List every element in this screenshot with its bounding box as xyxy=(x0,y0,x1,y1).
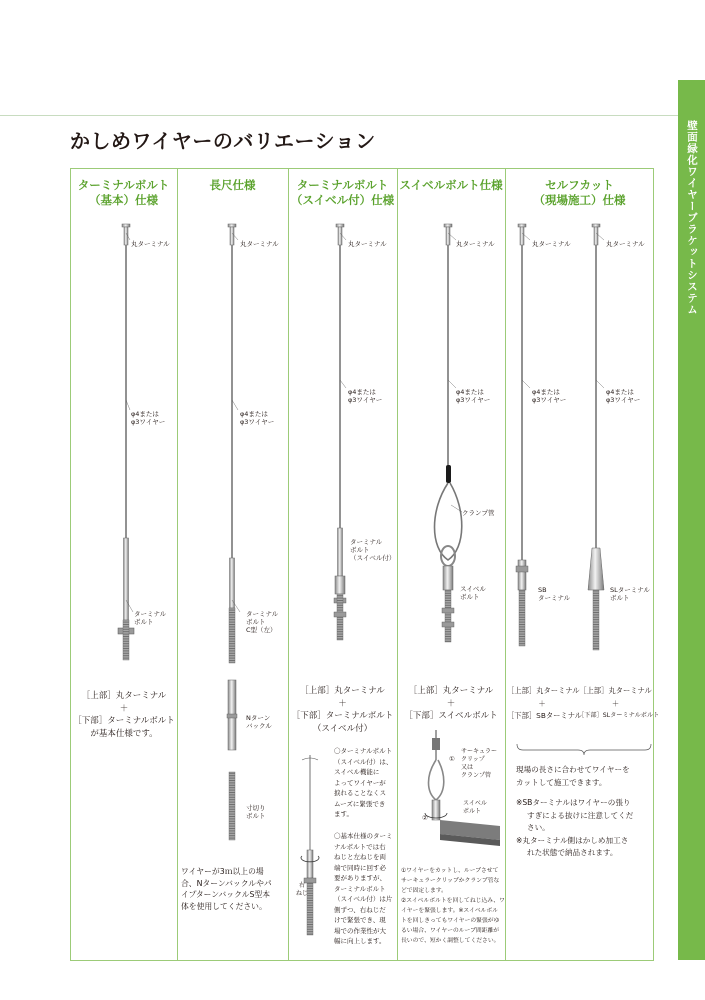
note-swivel-function xyxy=(334,746,392,820)
note-line: けで緊張でき、現 xyxy=(334,916,386,924)
label-line: φ4または xyxy=(456,388,484,396)
label-line: φ3ワイヤー xyxy=(456,396,491,404)
label-wire xyxy=(131,410,165,426)
note-self-cut xyxy=(516,764,633,860)
label-wire xyxy=(348,388,382,404)
sl-terminal-assembly xyxy=(588,224,604,650)
label-swivel-bolt-detail xyxy=(463,800,487,816)
note-line: 側ずつ、右ねじだ xyxy=(334,905,386,914)
caption-line: ［上部］丸ターミナル xyxy=(300,686,385,696)
label-line: ボルト xyxy=(610,594,630,602)
label-step-1: ① xyxy=(449,755,455,763)
swivel-terminal-assembly xyxy=(334,224,346,640)
note-line: カットして施工できます。 xyxy=(516,777,607,787)
label-line: φ4または xyxy=(131,410,159,418)
side-tab-label: 壁面緑化ワイヤーブラケットシステム xyxy=(686,120,698,316)
label-swivel-terminal-bolt xyxy=(350,538,395,562)
label-clamp-pipe: クランプ管 xyxy=(462,509,495,517)
note-line: 捩れることなくス xyxy=(334,789,386,797)
label-line: ターミナル xyxy=(134,610,167,618)
label-cut-bolt xyxy=(246,804,266,820)
label-line: φ3ワイヤー xyxy=(240,418,275,426)
label-line: φ4または xyxy=(348,388,376,396)
label-line: ボルト xyxy=(463,808,482,815)
heading-line: （スイベル付）仕様 xyxy=(290,193,395,207)
note-line: 要がありますが、 xyxy=(334,874,386,882)
note-line: ターミナルボルト xyxy=(334,884,386,893)
note-line: スイベル機能に xyxy=(334,768,380,776)
note-line: 長いので、短かく調整してください。 xyxy=(401,938,500,944)
note-line: ※SBターミナルはワイヤーの張り xyxy=(516,798,631,807)
note-line: 〇基本仕様のターミ xyxy=(334,832,393,840)
label-line: クランプ管 xyxy=(461,772,492,779)
label-line: φ3ワイヤー xyxy=(532,396,567,404)
note-line: ワイヤーが3ｍ以上の場 xyxy=(181,867,264,876)
note-line: （スイベル付）は片 xyxy=(334,895,393,903)
heading-line: 長尺仕様 xyxy=(209,178,256,192)
label-wire xyxy=(240,410,274,426)
note-line: 場での作業性が大 xyxy=(334,926,386,935)
caption-basic xyxy=(73,690,175,740)
label-line: φ3ワイヤー xyxy=(606,396,641,404)
label-line: ボルト xyxy=(460,593,480,601)
note-line: ②スイベルボルトを回してねじ込み、ワ xyxy=(401,898,505,904)
label-line: 寸切り xyxy=(246,804,266,812)
note-line: 〇ターミナルボルト xyxy=(334,747,393,755)
caption-swivel-terminal xyxy=(290,685,395,735)
label-line: バックル xyxy=(246,722,272,730)
label-line: ターミナル xyxy=(246,610,279,618)
note-line: すぎによる抜けに注意してくだ xyxy=(527,810,634,820)
label-line: ねじ xyxy=(296,890,309,897)
note-line: サーキュラークリップかクランプ管な xyxy=(401,878,500,884)
label-line: ボルト xyxy=(134,618,154,626)
caption-line: ＋ xyxy=(119,703,129,714)
note-line: 幅に向上します。 xyxy=(334,937,386,945)
note-line: よってワイヤーが xyxy=(334,778,386,787)
swivel-bolt-assembly xyxy=(435,224,462,642)
label-step-2: ② xyxy=(422,814,428,822)
caption-sb xyxy=(507,685,582,723)
heading-line: セルフカット xyxy=(545,178,614,192)
label-swivel-bolt xyxy=(460,585,486,601)
label-line: 右 xyxy=(299,882,306,889)
note-line: れた状態で納品されます。 xyxy=(527,848,618,857)
caption-line: ［下部］ターミナルボルト xyxy=(291,711,394,721)
long-wire-assembly xyxy=(227,224,237,840)
caption-line: ［下部］SLターミナルボルト xyxy=(578,712,660,719)
note-swivel-workability xyxy=(334,831,393,947)
label-line: ターミナル xyxy=(350,538,383,546)
note-line: 合、Nターンバックルやパ xyxy=(181,878,272,888)
note-line xyxy=(516,789,633,797)
label-round-terminal: 丸ターミナル xyxy=(456,240,495,248)
caption-line: ［下部］ターミナルボルト xyxy=(73,716,175,726)
note-long xyxy=(181,866,272,912)
label-n-turn-buckle xyxy=(246,714,272,730)
label-line: サーキュラー xyxy=(461,748,498,755)
caption-line: ＋ xyxy=(611,698,620,708)
caption-line: ［上部］丸ターミナル xyxy=(507,686,580,695)
caption-line: ［下部］スイベルボルト xyxy=(404,711,498,721)
label-wire xyxy=(456,388,490,404)
note-line: るい場合、ワイヤーのループ間距離が xyxy=(401,928,500,934)
label-terminal-bolt xyxy=(134,610,166,626)
label-line: φ4または xyxy=(606,388,634,396)
caption-line: ［上部］丸ターミナル xyxy=(81,691,167,701)
label-line: 又は xyxy=(461,764,474,771)
note-swivel-bolt-steps xyxy=(401,866,505,946)
caption-line: が基本仕様です。 xyxy=(90,728,158,739)
heading-line: ターミナルボルト xyxy=(77,178,170,192)
note-line: 体を使用してください。 xyxy=(181,901,267,911)
note-line: トを回しきってもワイヤーの緊張がゆ xyxy=(401,918,500,924)
label-line: ボルト xyxy=(350,546,370,554)
label-line: クリップ xyxy=(461,756,485,763)
note-line: ナルボルトでは右 xyxy=(334,842,386,851)
note-line: イプターンバックルS型本 xyxy=(181,890,270,899)
caption-swivel-bolt xyxy=(399,685,503,723)
label-round-terminal: 丸ターミナル xyxy=(131,240,170,248)
label-line: φ3ワイヤー xyxy=(348,396,383,404)
page-title: かしめワイヤーのバリエーション xyxy=(70,129,376,153)
note-line: ムーズに緊張でき xyxy=(334,799,386,808)
label-round-terminal: 丸ターミナル xyxy=(348,240,387,248)
heading-line: （基本）仕様 xyxy=(89,193,158,207)
note-line: ます。 xyxy=(334,810,353,818)
label-round-terminal: 丸ターミナル xyxy=(606,240,645,248)
label-line: Nターン xyxy=(246,714,271,722)
note-line: ①ワイヤーをカットし、ループさせて xyxy=(401,868,499,874)
note-line: 現場の長さに合わせてワイヤーを xyxy=(516,765,630,774)
swivel-detail-illustration xyxy=(301,755,319,935)
label-round-terminal: 丸ターミナル xyxy=(532,240,571,248)
note-line: どで固定します。 xyxy=(401,888,447,894)
label-terminal-bolt-c xyxy=(246,610,278,634)
label-line: φ4または xyxy=(240,410,268,418)
label-line: スイベル xyxy=(460,585,486,593)
label-line: ボルト xyxy=(246,618,266,626)
label-wire xyxy=(532,388,566,404)
note-line: さい。 xyxy=(527,823,550,832)
caption-line: ＋ xyxy=(446,698,456,709)
label-right-screw xyxy=(296,882,308,898)
label-line: （スイベル付） xyxy=(350,554,396,562)
note-line: ※丸ターミナル側はかしめ加工さ xyxy=(516,835,629,845)
label-line: C型（左） xyxy=(246,626,277,634)
caption-line: （スイベル付） xyxy=(312,723,373,734)
caption-line: ＋ xyxy=(538,698,546,708)
note-line: ねじと左ねじを両 xyxy=(334,853,386,861)
heading-line: ターミナルボルト xyxy=(296,178,389,192)
label-line: ターミナル xyxy=(538,594,571,602)
label-sb-terminal xyxy=(538,586,570,602)
label-round-terminal: 丸ターミナル xyxy=(240,240,279,248)
label-wire xyxy=(606,388,640,404)
label-line: φ4または xyxy=(532,388,560,396)
label-line: スイベル xyxy=(463,800,487,807)
label-line: φ3ワイヤー xyxy=(131,418,166,426)
sb-terminal-assembly xyxy=(516,224,528,646)
caption-line: ［上部］丸ターミナル xyxy=(579,686,652,695)
heading-line: スイベルボルト仕様 xyxy=(399,178,503,192)
caption-sl xyxy=(578,685,660,723)
caption-line: ＋ xyxy=(338,698,347,709)
label-line: SLターミナル xyxy=(610,586,650,594)
label-sl-terminal-bolt xyxy=(610,586,650,602)
caption-line: ［下部］SBターミナル xyxy=(507,711,582,720)
note-line: （スイベル付）は、 xyxy=(334,757,393,766)
basic-wire-assembly xyxy=(118,224,134,660)
label-line: SB xyxy=(538,586,547,594)
heading-line: （現場施工）仕様 xyxy=(533,193,626,207)
caption-line: ［上部］丸ターミナル xyxy=(408,686,494,696)
label-line: ボルト xyxy=(246,812,266,820)
note-line: イヤーを緊張します。※スイベルボル xyxy=(401,908,499,914)
note-line: 端で同時に回す必 xyxy=(334,863,386,872)
label-circular-clip xyxy=(461,748,497,780)
